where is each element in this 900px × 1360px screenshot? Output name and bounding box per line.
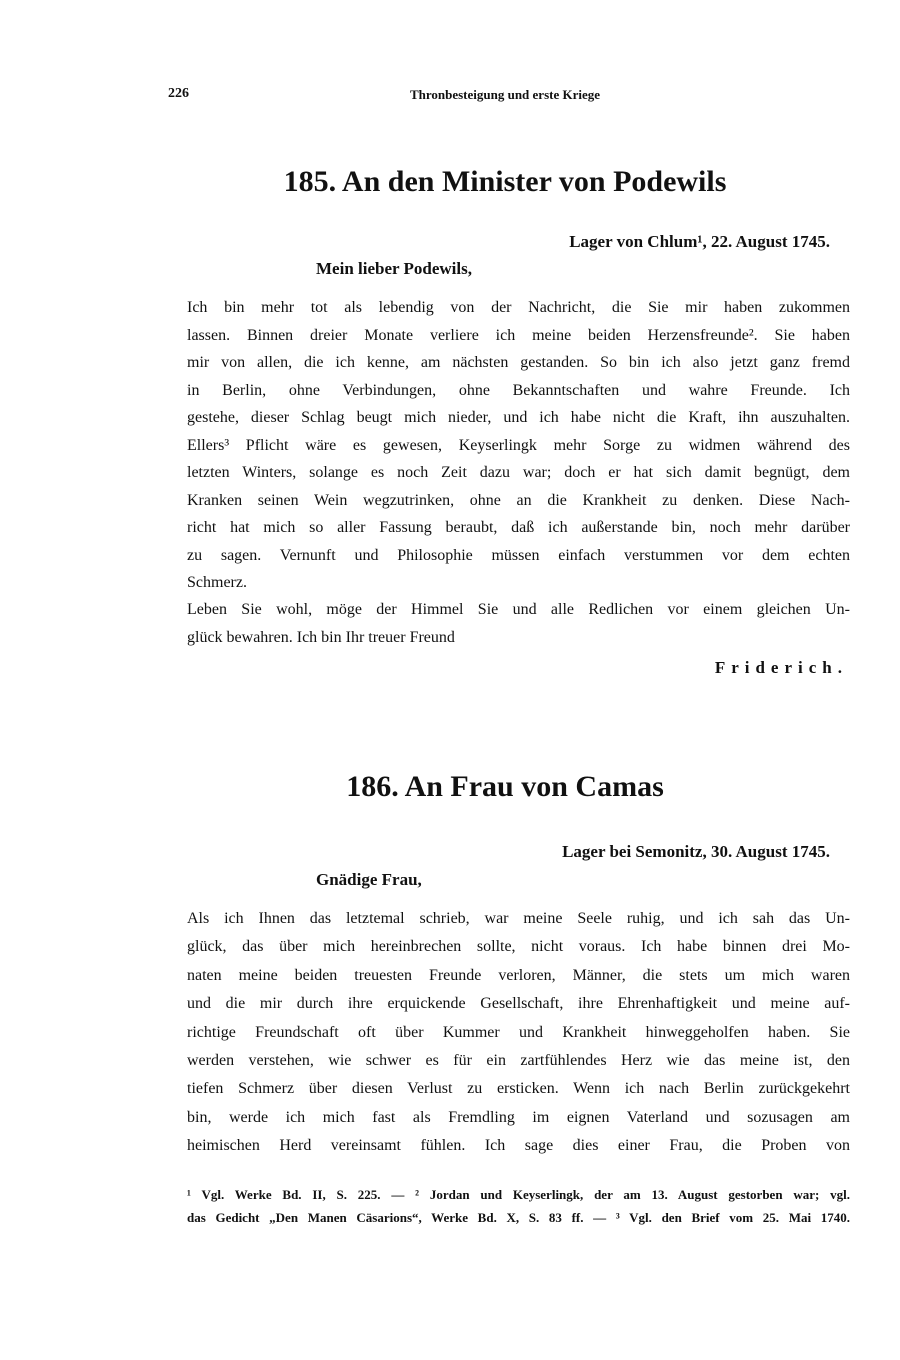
text-line: letzten Winters, solange es noch Zeit dazu war; doch er hat sich damit begnügt, dem xyxy=(187,464,850,481)
place-date: Lager bei Semonitz, 30. August 1745. xyxy=(562,842,830,861)
letter-title: 186. An Frau von Camas xyxy=(346,770,664,803)
text-line: Kranken seinen Wein wegzutrinken, ohne an die Krankheit zu denken. Diese Nach- xyxy=(187,491,850,509)
text-line: glück, das über mich hereinbrechen sollte, nicht voraus. Ich habe binnen drei Mo- xyxy=(187,938,850,956)
salutation: Mein lieber Podewils, xyxy=(316,259,472,278)
text-line: gestehe, dieser Schlag beugt mich nieder, und ich habe nicht die Kraft, ihn auszuhalten. xyxy=(187,409,850,426)
letter-body xyxy=(187,294,850,597)
letter-body xyxy=(187,596,850,651)
running-title: Thronbesteigung und erste Kriege xyxy=(409,87,601,102)
text-line: werden verstehen, wie schwer es für ein zartfühlendes Herz wie das meine ist, den xyxy=(187,1052,850,1070)
text-line: zu sagen. Vernunft und Philosophie müssen einfach verstummen vor dem echten xyxy=(187,546,850,564)
text-line: naten meine beiden treuesten Freunde verloren, Männer, die stets um mich waren xyxy=(187,966,850,984)
text-line: das Gedicht „Den Manen Cäsarions“, Werke Bd. X, S. 83 ff. — ³ Vgl. den Brief vom 25. Mai 1740. xyxy=(187,1210,850,1225)
text-line: Ich bin mehr tot als lebendig von der Nachricht, die Sie mir haben zukommen xyxy=(187,299,850,316)
text-line: tiefen Schmerz über diesen Verlust zu ersticken. Wenn ich nach Berlin zurückgekehrt xyxy=(187,1080,850,1098)
text-line: mir von allen, die ich kenne, am nächsten gestanden. So bin ich also jetzt ganz fremd xyxy=(187,354,850,371)
text-line: Als ich Ihnen das letztemal schrieb, war meine Seele ruhig, und ich sah das Un- xyxy=(187,910,850,927)
text-line: Leben Sie wohl, möge der Himmel Sie und alle Redlichen vor einem gleichen Un- xyxy=(187,601,850,618)
page-number: 226 xyxy=(168,86,189,101)
text-line: ¹ Vgl. Werke Bd. II, S. 225. — ² Jordan und Keyserlingk, der am 13. August gestorben war; vgl. xyxy=(187,1187,850,1202)
salutation: Gnädige Frau, xyxy=(316,870,422,889)
text-line: heimischen Herd vereinsamt fühlen. Ich sage dies einer Frau, die Proben von xyxy=(187,1137,850,1155)
running-header xyxy=(160,86,850,110)
text-line: richtige Freundschaft oft über Kummer und Krankheit hinweggeholfen haben. Sie xyxy=(187,1023,850,1041)
text-line: und die mir durch ihre erquickende Gesellschaft, ihre Ehrenhaftigkeit und meine auf- xyxy=(187,995,850,1013)
text-line: Ellers³ Pflicht wäre es gewesen, Keyserlingk mehr Sorge zu widmen während des xyxy=(187,436,850,454)
text-line: richt hat mich so aller Fassung beraubt, daß ich außerstande bin, noch mehr darüber xyxy=(187,519,850,536)
footnotes xyxy=(187,1183,850,1229)
text-line: glück bewahren. Ich bin Ihr treuer Freund xyxy=(187,628,455,646)
letter-title: 185. An den Minister von Podewils xyxy=(283,165,727,198)
text-line: in Berlin, ohne Verbindungen, ohne Bekanntschaften und wahre Freunde. Ich xyxy=(187,381,850,399)
text-line: lassen. Binnen dreier Monate verliere ich meine beiden Herzensfreunde². Sie haben xyxy=(187,326,850,344)
text-line: bin, werde ich mich fast als Fremdling im eignen Vaterland und sozusagen am xyxy=(187,1108,850,1126)
letter-body xyxy=(187,905,850,1161)
text-line: Schmerz. xyxy=(187,574,247,591)
place-date: Lager von Chlum¹, 22. August 1745. xyxy=(569,232,830,251)
signature: Friderich. xyxy=(714,658,848,677)
